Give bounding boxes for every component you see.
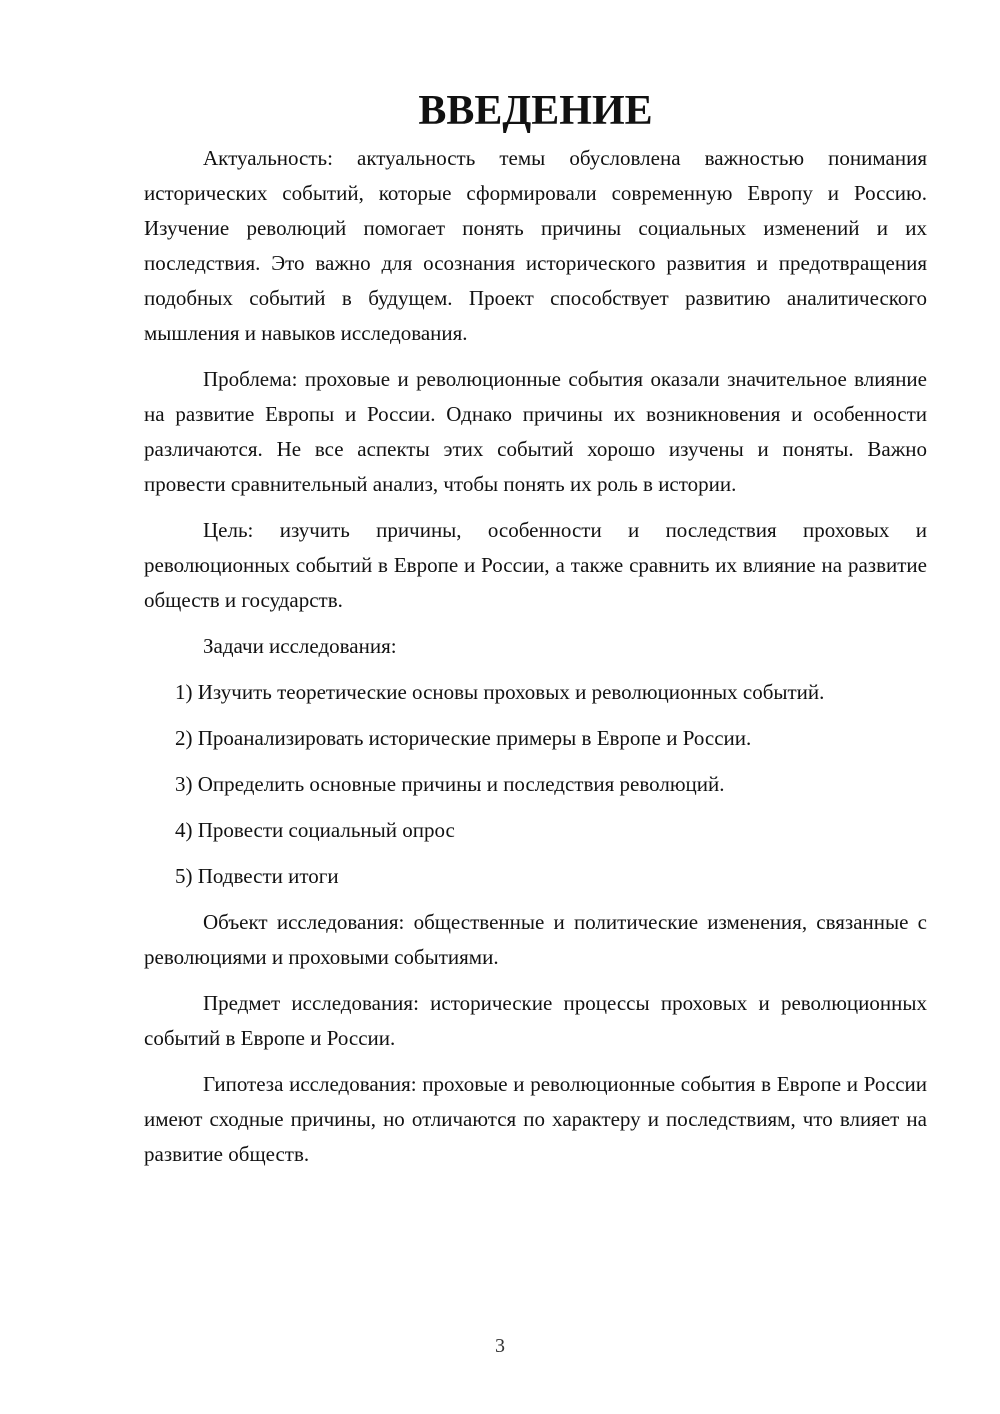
page-content	[144, 88, 927, 1183]
hypothesis-paragraph: Гипотеза исследования: проховые и революционные события в Европе и России имеют сходные причины, но отличаются по характеру и последствиям, что влияет на развитие обществ.	[144, 1072, 927, 1166]
list-item: 1) Изучить теоретические основы проховых и революционных событий.	[175, 680, 825, 704]
goal-paragraph: Цель: изучить причины, особенности и последствия проховых и революционных событий в Европе и России, а также сравнить их влияние на развитие обществ и государств.	[144, 518, 927, 612]
list-item: 3) Определить основные причины и последствия революций.	[175, 772, 725, 796]
list-item: 4) Провести социальный опрос	[175, 818, 455, 842]
page-number: 3	[495, 1335, 505, 1357]
research-object-paragraph: Объект исследования: общественные и политические изменения, связанные с революциями и проховыми событиями.	[144, 910, 927, 969]
problem-paragraph: Проблема: проховые и революционные события оказали значительное влияние на развитие Европы и России. Однако причины их возникновения и особенности различаются. Не все аспекты этих событий хорошо изучены и поняты. Важно провести сравнительный анализ, чтобы понять их роль в истории.	[144, 367, 927, 496]
research-subject-paragraph: Предмет исследования: исторические процессы проховых и революционных событий в Европе и России.	[144, 991, 927, 1050]
list-item: 5) Подвести итоги	[175, 864, 339, 888]
list-item: 2) Проанализировать исторические примеры в Европе и России.	[175, 726, 752, 750]
tasks-heading: Задачи исследования:	[203, 634, 397, 658]
tasks-list	[144, 675, 927, 894]
page-title: ВВЕДЕНИЕ	[418, 88, 653, 134]
relevance-paragraph: Актуальность: актуальность темы обусловлена важностью понимания исторических событий, которые сформировали современную Европу и Россию. Изучение революций помогает понять причины социальных изменений и их последствия. Это важно для осознания исторического развития и предотвращения подобных событий в будущем. Проект способствует развитию аналитического мышления и навыков исследования.	[144, 146, 927, 345]
